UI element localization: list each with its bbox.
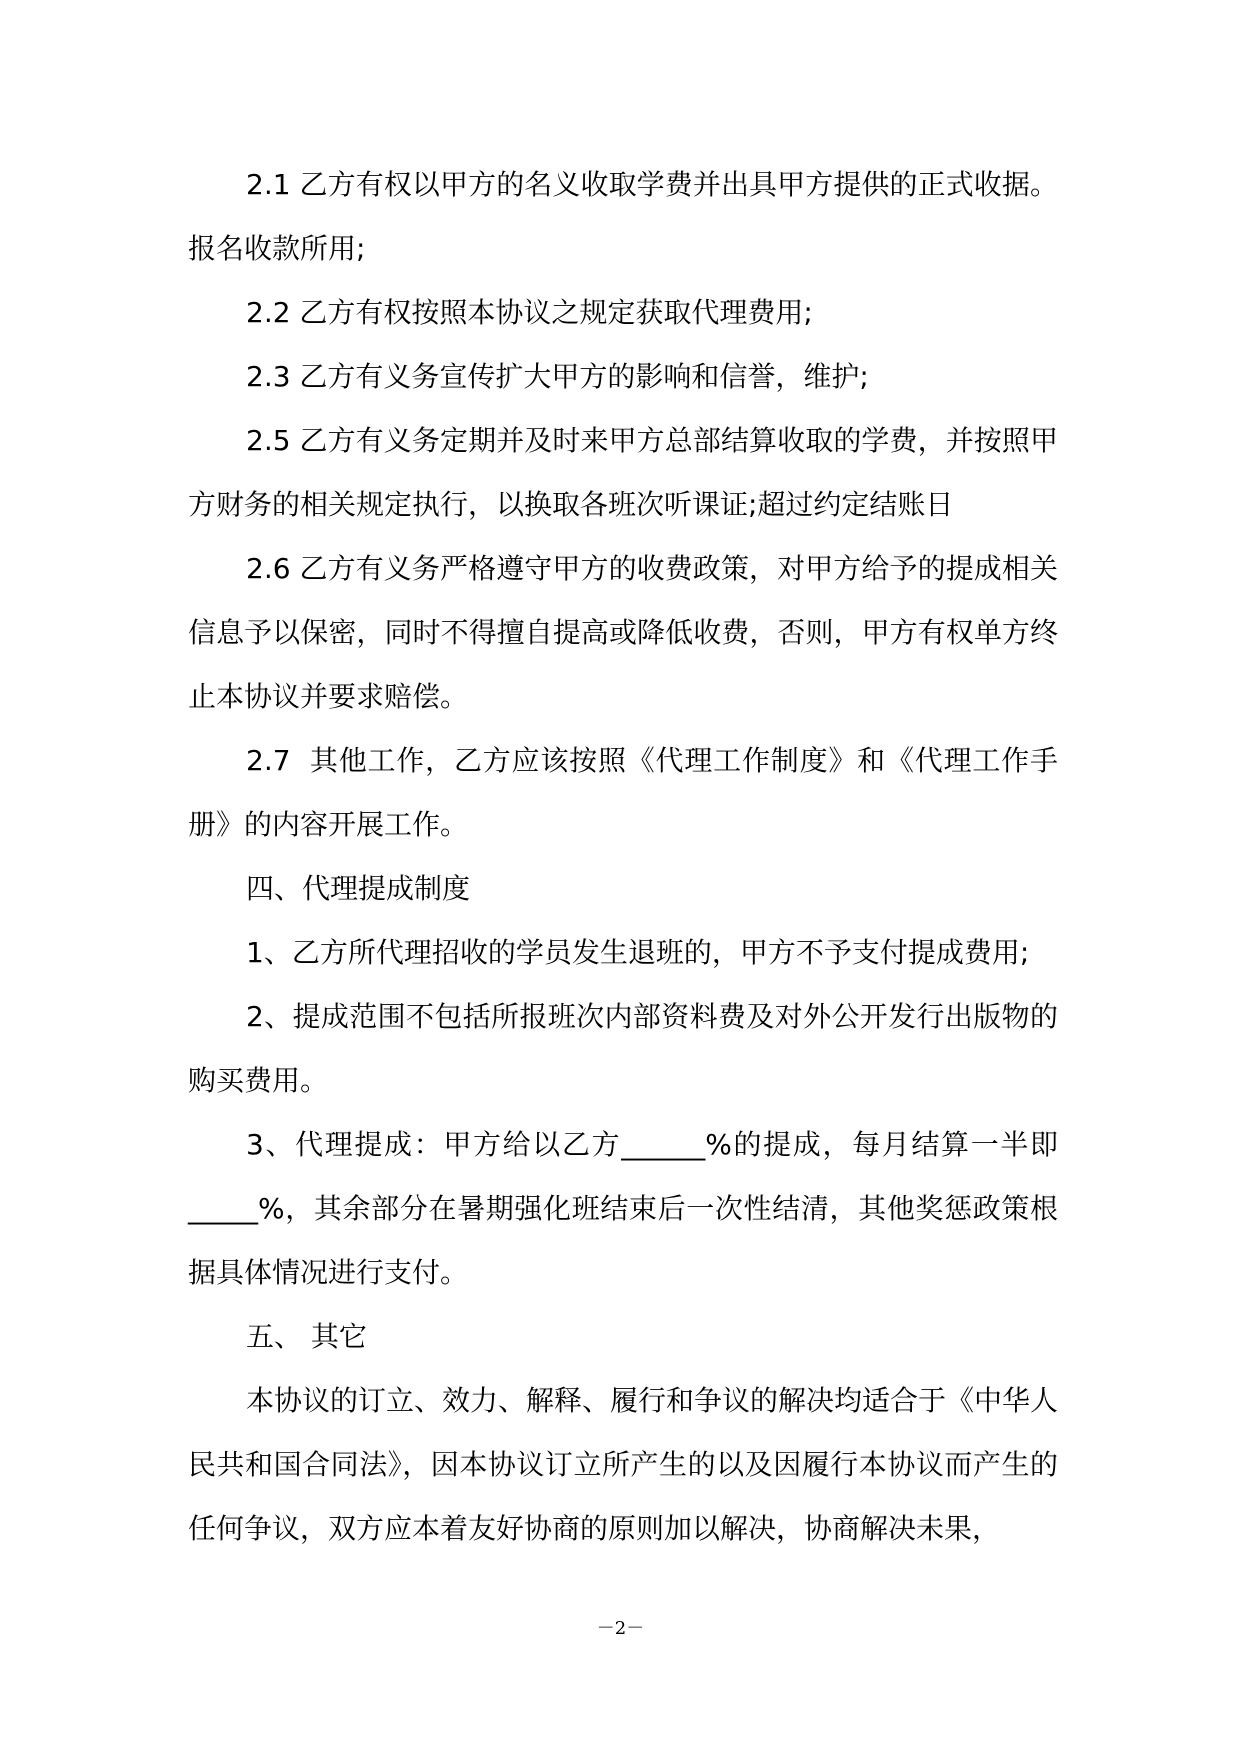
section-heading-4: 四、代理提成制度 bbox=[246, 872, 471, 905]
commission-item-2: 2、提成范围不包括所报班次内部资料费及对外公开发行出版物的购买费用。 bbox=[188, 1000, 1058, 1097]
clause-2-1: 2.1 乙方有权以甲方的名义收取学费并出具甲方提供的正式收据。报名收款所用; bbox=[188, 168, 1058, 265]
document-body bbox=[188, 153, 1058, 1561]
page-number: －2－ bbox=[596, 1618, 645, 1639]
other-clause: 本协议的订立、效力、解释、履行和争议的解决均适合于《中华人民共和国合同法》，因本协议订立所产生的以及因履行本协议而产生的任何争议，双方应本着友好协商的原则加以解决，协商解决未果， bbox=[188, 1384, 1059, 1545]
commission-item-1: 1、乙方所代理招收的学员发生退班的，甲方不予支付提成费用; bbox=[246, 936, 1030, 969]
clause-2-6: 2.6 乙方有义务严格遵守甲方的收费政策，对甲方给予的提成相关信息予以保密，同时不得擅自提高或降低收费，否则，甲方有权单方终止本协议并要求赔偿。 bbox=[188, 552, 1058, 713]
clause-2-2: 2.2 乙方有权按照本协议之规定获取代理费用; bbox=[246, 296, 813, 329]
clause-2-3: 2.3 乙方有义务宣传扩大甲方的影响和信誉，维护; bbox=[246, 360, 869, 393]
section-heading-5: 五、 其它 bbox=[246, 1320, 367, 1353]
clause-2-7: 2.7 其他工作，乙方应该按照《代理工作制度》和《代理工作手册》的内容开展工作。 bbox=[188, 744, 1058, 841]
clause-2-5: 2.5 乙方有义务定期并及时来甲方总部结算收取的学费，并按照甲方财务的相关规定执行，以换取各班次听课证;超过约定结账日 bbox=[188, 424, 1058, 521]
commission-item-3: 3、代理提成：甲方给以乙方______%的提成，每月结算一半即_____%，其余部分在暑期强化班结束后一次性结清，其他奖惩政策根据具体情况进行支付。 bbox=[188, 1128, 1058, 1289]
